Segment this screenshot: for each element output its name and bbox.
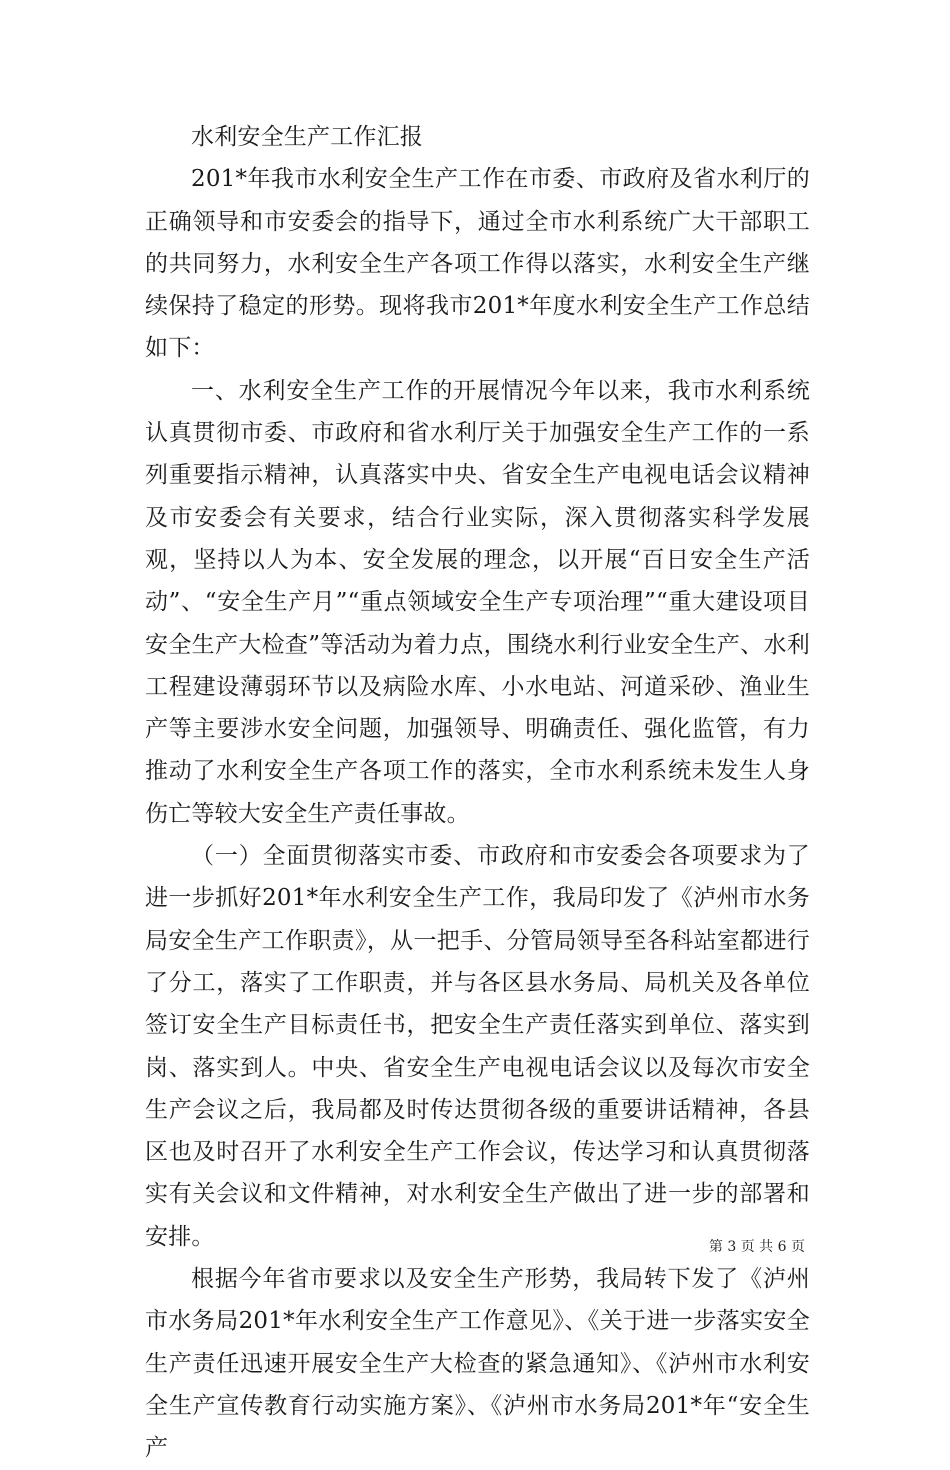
document-body bbox=[145, 116, 810, 1470]
paragraph-intro: 201*年我市水利安全生产工作在市委、市政府及省水利厅的正确领导和市安委会的指导下，通过全市水利系统广大干部职工的共同努力，水利安全生产各项工作得以落实，水利安全生产继续保持了稳定的形势。现将我市201*年度水利安全生产工作总结如下： bbox=[145, 166, 810, 362]
document-title: 水利安全生产工作汇报 bbox=[191, 124, 423, 150]
page-number: 第 3 页 共 6 页 bbox=[708, 1239, 805, 1255]
paragraph-notices: 根据今年省市要求以及安全生产形势，我局转下发了《泸州市水务局201*年水利安全生产工作意见》、《关于进一步落实安全生产责任迅速开展安全生产大检查的紧急通知》、《泸州市水利安全生产宣传教育行动实施方案》、《泸州市水务局201*年“安全生产 bbox=[145, 1266, 810, 1462]
paragraph-subsection-one: （一）全面贯彻落实市委、市政府和市安委会各项要求为了进一步抓好201*年水利安全生产工作，我局印发了《泸州市水务局安全生产工作职责》，从一把手、分管局领导至各科站室都进行了分工，落实了工作职责，并与各区县水务局、局机关及各单位签订安全生产目标责任书，把安全生产责任落实到单位、落实到岗、落实到人。中央、省安全生产电视电话会议以及每次市安全生产会议之后，我局都及时传达贯彻各级的重要讲话精神，各县区也及时召开了水利安全生产工作会议，传达学习和认真贯彻落实有关会议和文件精神，对水利安全生产做出了进一步的部署和安排。 bbox=[145, 843, 810, 1250]
paragraph-section-one: 一、水利安全生产工作的开展情况今年以来，我市水利系统认真贯彻市委、市政府和省水利厅关于加强安全生产工作的一系列重要指示精神，认真落实中央、省安全生产电视电话会议精神及市安委会有关要求，结合行业实际，深入贯彻落实科学发展观，坚持以人为本、安全发展的理念，以开展“百日安全生产活动”、“安全生产月”“重点领域安全生产专项治理”“重大建设项目安全生产大检查”等活动为着力点，围绕水利行业安全生产、水利工程建设薄弱环节以及病险水库、小水电站、河道采砂、渔业生产等主要涉水安全问题，加强领导、明确责任、强化监管，有力推动了水利安全生产各项工作的落实，全市水利系统未发生人身伤亡等较大安全生产责任事故。 bbox=[145, 377, 810, 827]
